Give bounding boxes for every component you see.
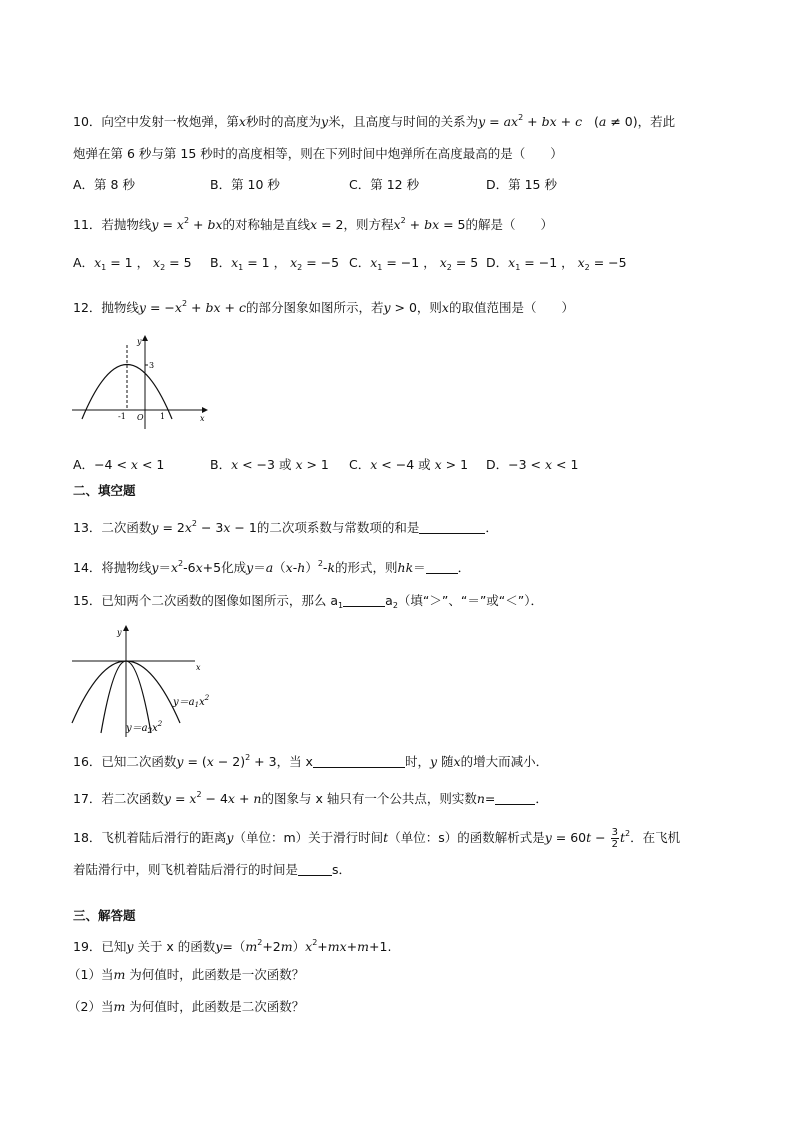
q12-option-c: C．x < −4 或 x > 1: [349, 457, 469, 472]
q10-text: 秒时的高度为: [245, 114, 321, 129]
q15-text: a: [385, 593, 393, 608]
q16-line: 16．已知二次函数$y = (x - 2)^2 + 3$，当 x 时，y 随x的增大而减小．: [73, 753, 549, 769]
graph-y-label: y: [137, 337, 142, 346]
q11-option-a: A．$x_1 = 1$ ， $x_2 = 5$: [73, 255, 192, 272]
curve-a1-label: $y=a_1x^2$: [173, 694, 210, 709]
q12-line1: 12．抛物线$y = -x^2$ + bx + c的部分图象如图所示，若y > 0，则x的取值范围是（ ）: [73, 299, 574, 315]
q19-text: 关于 x 的函数: [137, 939, 216, 954]
q18-answer-blank[interactable]: [298, 863, 332, 876]
q13-text: 的二次项系数与常数项的和是: [256, 520, 420, 535]
graph-label-origin: O: [137, 413, 144, 422]
q10-line2: 炮弹在第 6 秒与第 15 秒时的高度相等，则在下列时间中炮弹所在高度最高的是（ ）: [73, 146, 563, 161]
q10-line1: 10．向空中发射一枚炮弹，第x秒时的高度为y米，且高度与时间的关系为$y = ax^2$ + bx + c (a ≠ 0)，若此: [73, 113, 676, 129]
graph-x-label: x: [196, 663, 201, 672]
q11-text: 的对称轴是直线: [222, 217, 311, 232]
q11-option-d: D．$x_1 = -1$ ， $x_2 = -5$: [486, 255, 627, 272]
x-axis-arrow-icon: [202, 407, 208, 413]
section-fill-blank-title: 二、填空题: [73, 483, 136, 498]
q18-line1: 18．飞机着陆后滑行的距离y（单位：m）关于滑行时间t（单位：s）的函数解析式是y = 60t − $\frac{3}{2}$ $t^2$．在飞机: [73, 827, 681, 850]
q16-text: 时，: [404, 754, 430, 769]
q11-option-b: B．$x_1 = 1$ ， $x_2 = -5$: [210, 255, 340, 272]
q19-line: 19．已知y 关于 x 的函数$y=(m^2+2m)x^2+mx+m+1$.: [73, 938, 392, 954]
q10-option-b: B．第 10 秒: [210, 177, 280, 192]
q12-text: 的取值范围是（ ）: [448, 300, 574, 315]
q16-text: ，当 x: [276, 754, 313, 769]
q18-text: （单位：m）关于滑行时间: [233, 830, 384, 845]
y-axis-arrow-icon: [142, 335, 148, 341]
q16-text: 16．已知二次函数: [73, 754, 177, 769]
q10-formula: y: [478, 114, 486, 129]
q19-sub2: （2）当m 为何值时，此函数是二次函数？: [68, 999, 305, 1014]
q19-text: （2）当: [68, 999, 114, 1014]
q16-text: 随: [441, 754, 454, 769]
q14-text: 化成: [221, 560, 247, 575]
q13-line: 13．二次函数$y = 2x^2 - 3x - 1$的二次项系数与常数项的和是 ．: [73, 519, 498, 535]
q12-parabola-graph: [70, 335, 210, 430]
q19-text: （1）当: [68, 967, 114, 982]
q17-line: 17．若二次函数$y = x^2 - 4x + n$的图象与 x 轴只有一个公共点，则实数n= ．: [73, 790, 548, 806]
graph-label-1: 1: [160, 412, 166, 421]
q14-line: 14．将抛物线$y=x^2-6x+5$化成$y=a(x-h)^2-k$的形式，则hk＝ ．: [73, 559, 471, 575]
q11-text: 11．若抛物线: [73, 217, 152, 232]
q15-text: （填“＞”、“＝”或“＜”）．: [397, 593, 544, 608]
q11-line1: 11．若抛物线$y = x^2$ + bx的对称轴是直线x = 2，则方程$x^2$ + bx = 5的解是（ ）: [73, 216, 554, 232]
section-solve-title: 三、解答题: [73, 908, 136, 923]
q12-option-b: B．x < −3 或 x > 1: [210, 457, 329, 472]
q15-line: 15．已知两个二次函数的图像如图所示，那么 $a_1$ $a_2$（填“＞”、“＝”或“＜”）．: [73, 593, 544, 610]
q14-text: 14．将抛物线: [73, 560, 152, 575]
q19-text: 19．已知: [73, 939, 127, 954]
q17-text: 的图象与 x 轴只有一个公共点，则实数: [261, 791, 477, 806]
q10-option-d: D．第 15 秒: [486, 177, 557, 192]
q14-text: 的形式，则: [335, 560, 398, 575]
q11-option-c: C．$x_1 = -1$ ， $x_2 = 5$: [349, 255, 479, 272]
q16-text: 的增大而减小．: [460, 754, 549, 769]
q17-answer-blank[interactable]: [495, 792, 535, 805]
q10-option-a: A．第 8 秒: [73, 177, 135, 192]
q19-sub1: （1）当m 为何值时，此函数是一次函数？: [68, 967, 305, 982]
q18-text: ．在飞机: [630, 830, 681, 845]
q12-option-d: D．−3 < x < 1: [486, 457, 579, 472]
q10-text: ，若此: [637, 114, 676, 129]
q10-text: 米，且高度与时间的关系为: [328, 114, 479, 129]
graph-label-3: 3: [149, 361, 155, 370]
q13-text: 13．二次函数: [73, 520, 152, 535]
curve-a2-label: $y=a_2x^2$: [126, 720, 163, 735]
q15-answer-blank[interactable]: [343, 594, 385, 607]
q18-text: s．: [332, 862, 352, 877]
graph-x-label: x: [200, 414, 205, 423]
q12-text: 12．抛物线: [73, 300, 139, 315]
q18-text: （单位：s）的函数解析式是: [388, 830, 545, 845]
q18-text: 18．飞机着陆后滑行的距离: [73, 830, 227, 845]
q12-text: ，则: [416, 300, 442, 315]
q11-text: ，则方程: [343, 217, 394, 232]
q18-line2: [73, 862, 351, 878]
q10-option-c: C．第 12 秒: [349, 177, 420, 192]
graph-y-label: y: [117, 628, 122, 637]
q15-text: 15．已知两个二次函数的图像如图所示，那么 a: [73, 593, 339, 608]
q19-text: 为何值时，此函数是二次函数？: [129, 999, 305, 1014]
q12-option-a: A．−4 < x < 1: [73, 457, 165, 472]
graph-label-neg1: -1: [118, 412, 126, 421]
q17-text: 17．若二次函数: [73, 791, 164, 806]
q15-two-parabolas-graph: [70, 625, 230, 740]
q14-answer-blank[interactable]: [426, 561, 458, 574]
q16-answer-blank[interactable]: [313, 755, 405, 768]
q10-text: 10．向空中发射一枚炮弹，第: [73, 114, 239, 129]
q11-text: 的解是（ ）: [465, 217, 554, 232]
q13-answer-blank[interactable]: [419, 521, 485, 534]
q12-text: 的部分图象如图所示，若: [245, 300, 384, 315]
q19-text: 为何值时，此函数是一次函数？: [129, 967, 305, 982]
q18-text: 着陆滑行中，则飞机着陆后滑行的时间是: [73, 862, 299, 877]
y-axis-arrow-icon: [123, 625, 129, 631]
